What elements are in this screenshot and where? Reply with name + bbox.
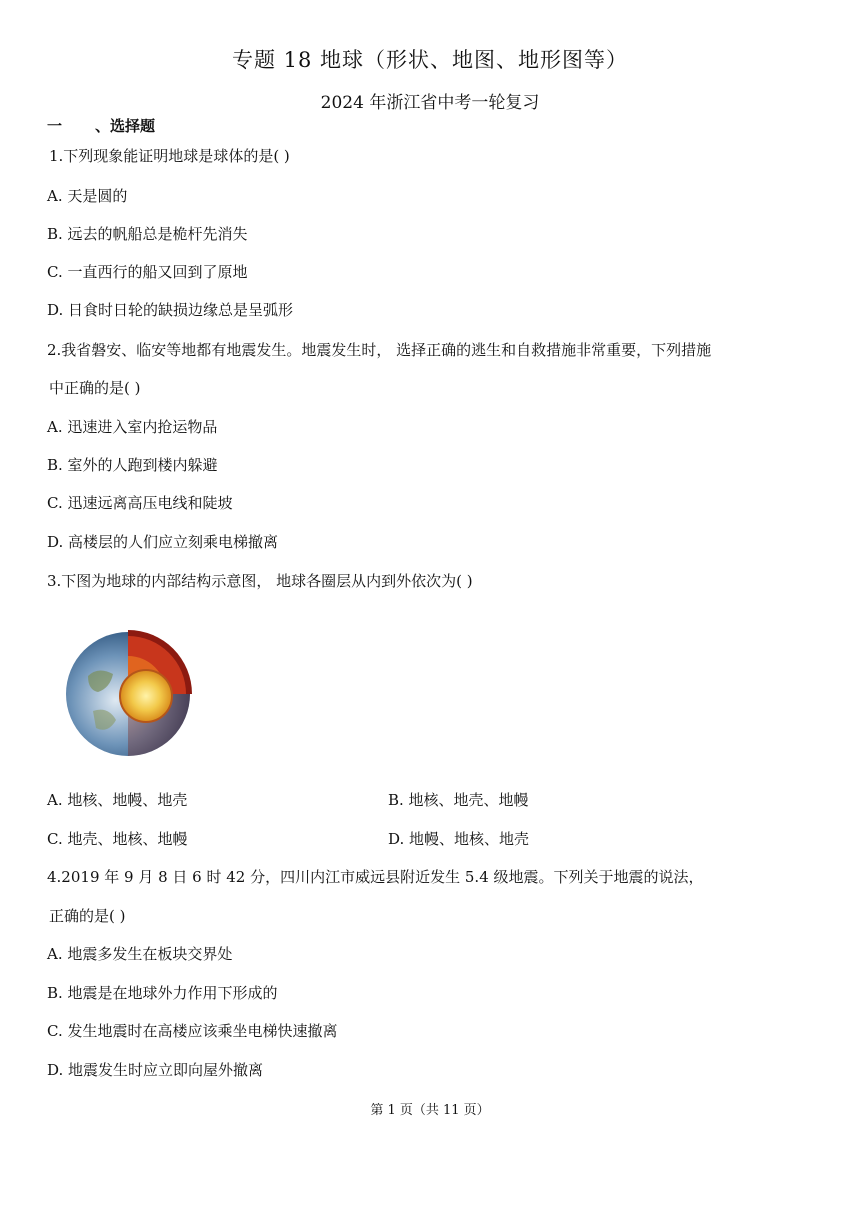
question-1-option-b: B. 远去的帆船总是桅杆先消失: [47, 225, 248, 243]
question-4-stem-line-2: 正确的是( ): [49, 907, 126, 925]
question-3-option-b: B. 地核、地壳、地幔: [388, 791, 529, 809]
section-number: 一: [47, 117, 63, 135]
question-1-stem: 1.下列现象能证明地球是球体的是( ): [49, 147, 290, 165]
question-1-option-d: D. 日食时日轮的缺损边缘总是呈弧形: [47, 301, 294, 319]
question-2-option-b: B. 室外的人跑到楼内躲避: [47, 456, 218, 474]
document-title: 专题 18 地球（形状、地图、地形图等）: [231, 48, 629, 72]
question-3-stem: 3.下图为地球的内部结构示意图， 地球各圈层从内到外依次为( ): [47, 572, 473, 590]
question-2-option-a: A. 迅速进入室内抢运物品: [47, 418, 218, 436]
question-2-option-c: C. 迅速远离高压电线和陡坡: [47, 494, 233, 512]
question-1-option-c: C. 一直西行的船又回到了原地: [47, 263, 248, 281]
section-heading: [47, 115, 155, 136]
page-footer: 第 1 页（共 11 页）: [370, 1103, 490, 1118]
question-3-option-d: D. 地幔、地核、地壳: [388, 830, 530, 848]
question-2-stem-line-2: 中正确的是( ): [49, 379, 141, 397]
question-4-option-b: B. 地震是在地球外力作用下形成的: [47, 984, 278, 1002]
question-4-option-a: A. 地震多发生在板块交界处: [47, 945, 233, 963]
question-3-option-a: A. 地核、地幔、地壳: [47, 791, 188, 809]
section-label: 、选择题: [95, 117, 156, 135]
question-3-option-c: C. 地壳、地核、地幔: [47, 830, 188, 848]
question-4-option-d: D. 地震发生时应立即向屋外撤离: [47, 1061, 264, 1079]
question-2-option-d: D. 高楼层的人们应立刻乘电梯撤离: [47, 533, 279, 551]
question-2-stem-line-1: 2.我省磐安、临安等地都有地震发生。地震发生时， 选择正确的逃生和自救措施非常重要，下列措施: [47, 341, 712, 359]
question-4-option-c: C. 发生地震时在高楼应该乘坐电梯快速撤离: [47, 1022, 338, 1040]
question-1-option-a: A. 天是圆的: [47, 187, 128, 205]
document-subtitle: 2024 年浙江省中考一轮复习: [320, 93, 540, 113]
earth-cutaway-image: [58, 616, 208, 766]
question-4-stem-line-1: 4.2019 年 9 月 8 日 6 时 42 分，四川内江市威远县附近发生 5.4 级地震。下列关于地震的说法，: [47, 868, 704, 886]
